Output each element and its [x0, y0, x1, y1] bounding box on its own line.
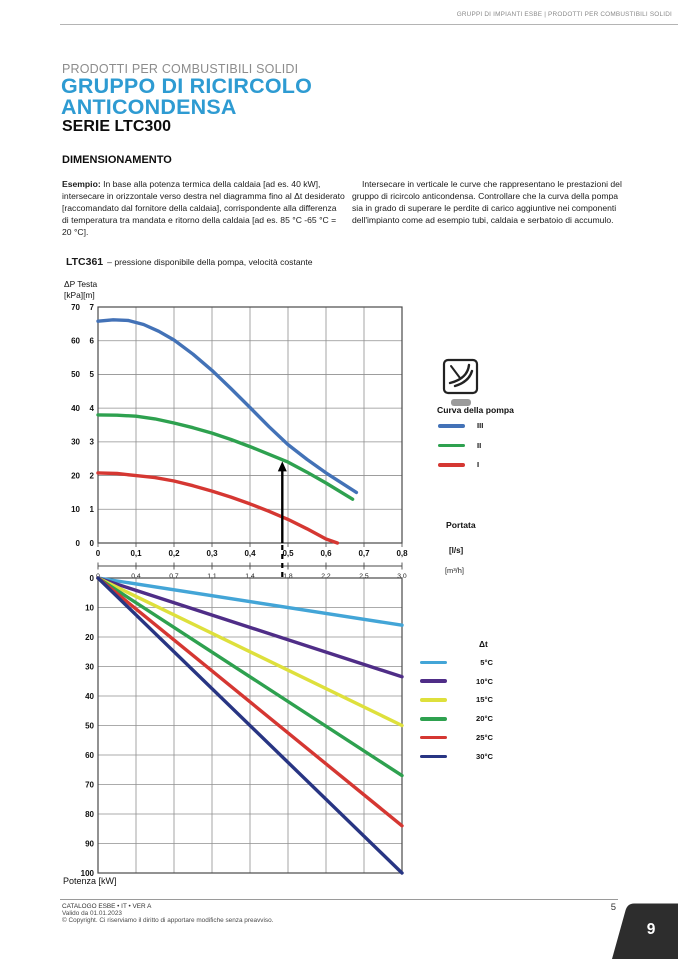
tick-label: 2 [89, 471, 94, 481]
tick-label: 0,7 [169, 573, 179, 580]
tick-label: 0 [89, 573, 94, 583]
dt-legend-swatch [420, 661, 447, 665]
tick-label: 2,5 [359, 573, 369, 580]
power-axis-label: Potenza [kW] [63, 876, 117, 886]
dt-legend-label: 30°C [476, 751, 493, 761]
tick-label: 7 [89, 302, 94, 312]
tick-label: 0 [96, 573, 100, 580]
tick-label: 0,1 [130, 549, 142, 558]
pump-curve-icon [442, 358, 480, 396]
tick-label: 3,0 [397, 573, 407, 580]
paragraph-instructions: Intersecare in verticale le curve che rappresentano le prestazioni del gruppo di ricircolo anticondensa. Controllare che la curva della pompa sia in grado di superare le perdite di carico aggiuntive nei componenti dell'impianto come ad esempio tubi, caldaia e serbatoio di accumulo. [352, 178, 622, 226]
series-title: SERIE LTC300 [62, 118, 172, 135]
tick-label: 0,5 [282, 549, 294, 558]
tick-label: 10 [85, 603, 94, 613]
tick-label: 30 [85, 662, 94, 672]
tick-label: 0 [89, 538, 94, 548]
figure-code: LTC361 [66, 256, 104, 268]
pump-legend [438, 416, 483, 475]
dt-legend-row [420, 747, 493, 766]
pump-legend-title: Curva della pompa [437, 405, 514, 415]
tick-label: 20 [71, 471, 80, 481]
dt-legend-swatch [420, 717, 447, 721]
tick-label: 50 [71, 370, 80, 380]
page-title-line2: ANTICONDENSA [61, 95, 237, 119]
tick-label: 40 [85, 691, 94, 701]
pump-curve-III [98, 320, 356, 493]
tick-label: 60 [85, 750, 94, 760]
dt-legend-label: 25°C [476, 733, 493, 743]
tick-label: 1,8 [283, 573, 293, 580]
tick-label: 4 [89, 403, 94, 413]
tick-label: 0,3 [206, 549, 218, 558]
flow-unit-ls: [l/s] [449, 546, 464, 555]
pump-legend-row [438, 455, 483, 475]
tick-label: 0,7 [358, 549, 370, 558]
y-axis-units: [kPa][m] [64, 290, 95, 301]
dt-legend-row [420, 691, 493, 710]
flow-axis-title: Portata [446, 520, 476, 530]
tick-label: 0,8 [396, 549, 408, 558]
pump-legend-swatch [438, 444, 465, 448]
tick-label: 0,4 [131, 573, 141, 580]
tick-label: 0,6 [320, 549, 332, 558]
dt-legend-label: 20°C [476, 714, 493, 724]
flow-unit-m3h: [m³/h] [445, 566, 464, 575]
example-label: Esempio: [62, 178, 101, 189]
tick-label: 100 [80, 868, 94, 878]
tick-label: 70 [85, 780, 94, 790]
pump-legend-label: II [477, 440, 482, 450]
page-number: 5 [610, 902, 616, 913]
dt-legend-row [420, 672, 493, 691]
figure-caption: – pressione disponibile della pompa, velocità costante [107, 257, 313, 267]
tick-label: 1,1 [207, 573, 217, 580]
dt-legend-swatch [420, 736, 447, 740]
dt-legend-swatch [420, 679, 447, 683]
dt-legend-label: 15°C [476, 695, 493, 705]
dt-legend-title: Δt [479, 639, 488, 649]
tick-label: 80 [85, 809, 94, 819]
tick-label: 60 [71, 336, 80, 346]
tick-label: 70 [71, 302, 80, 312]
tick-label: 0 [95, 549, 101, 558]
tick-label: 40 [71, 403, 80, 413]
annotation-arrow-head [278, 461, 287, 471]
pump-legend-row [438, 436, 483, 456]
tick-label: 2,2 [321, 573, 331, 580]
example-text: In base alla potenza termica della caldaia [ad es. 40 kW], intersecare in orizzontale verso destra nel diagramma fino al Δt desiderato [raccomandato dal fornitore della caldaia], corrispondente alla differenza di temperatura tra mandata e ritorno della caldaia [ad es. 85 °C -65 °C = 20 °C]. [62, 178, 345, 238]
dt-legend-row [420, 728, 493, 747]
tick-label: 30 [71, 437, 80, 447]
footer-copyright: © Copyright. Ci riserviamo il diritto di apportare modifiche senza preavviso. [62, 917, 274, 925]
dt-legend-label: 10°C [476, 676, 493, 686]
page-title-line1: GRUPPO DI RICIRCOLO [61, 74, 313, 98]
pump-curve-I [98, 473, 337, 543]
tick-label: 3 [89, 437, 94, 447]
tab-page-number: 9 [646, 921, 656, 938]
dt-legend-swatch [420, 755, 447, 759]
dt-legend-row [420, 709, 493, 728]
tick-label: 10 [71, 505, 80, 515]
dt-legend-label: 5°C [480, 657, 493, 667]
pump-legend-label: III [477, 421, 484, 431]
dt-legend-row [420, 653, 493, 672]
pump-legend-swatch [438, 424, 465, 428]
footer [62, 903, 273, 924]
dt-legend [420, 653, 493, 766]
tick-label: 0 [75, 538, 80, 548]
footer-catalog: CATALOGO ESBE • IT • VER A [62, 903, 152, 910]
tick-label: 0,4 [244, 549, 256, 558]
tick-label: 50 [85, 721, 94, 731]
footer-rule [60, 899, 618, 900]
pump-legend-row [438, 416, 483, 436]
tick-label: 90 [85, 839, 94, 849]
tick-label: 0,2 [168, 549, 180, 558]
y-axis-title-text: ΔP Testa [64, 279, 98, 289]
tick-label: 1,4 [245, 573, 255, 580]
tick-label: 6 [89, 336, 94, 346]
dt-legend-swatch [420, 698, 447, 702]
pump-legend-label: I [477, 460, 480, 470]
header-breadcrumb: GRUPPI DI IMPIANTI ESBE | PRODOTTI PER COMBUSTIBILI SOLIDI [456, 11, 672, 18]
section-heading: DIMENSIONAMENTO [62, 154, 172, 166]
category-label: PRODOTTI PER COMBUSTIBILI SOLIDI [62, 62, 299, 76]
footer-validity: Valido da 01.01.2023 [62, 910, 122, 918]
pump-legend-swatch [438, 463, 465, 467]
tick-label: 5 [89, 370, 94, 380]
tick-label: 1 [89, 505, 94, 515]
tick-label: 20 [85, 632, 94, 642]
